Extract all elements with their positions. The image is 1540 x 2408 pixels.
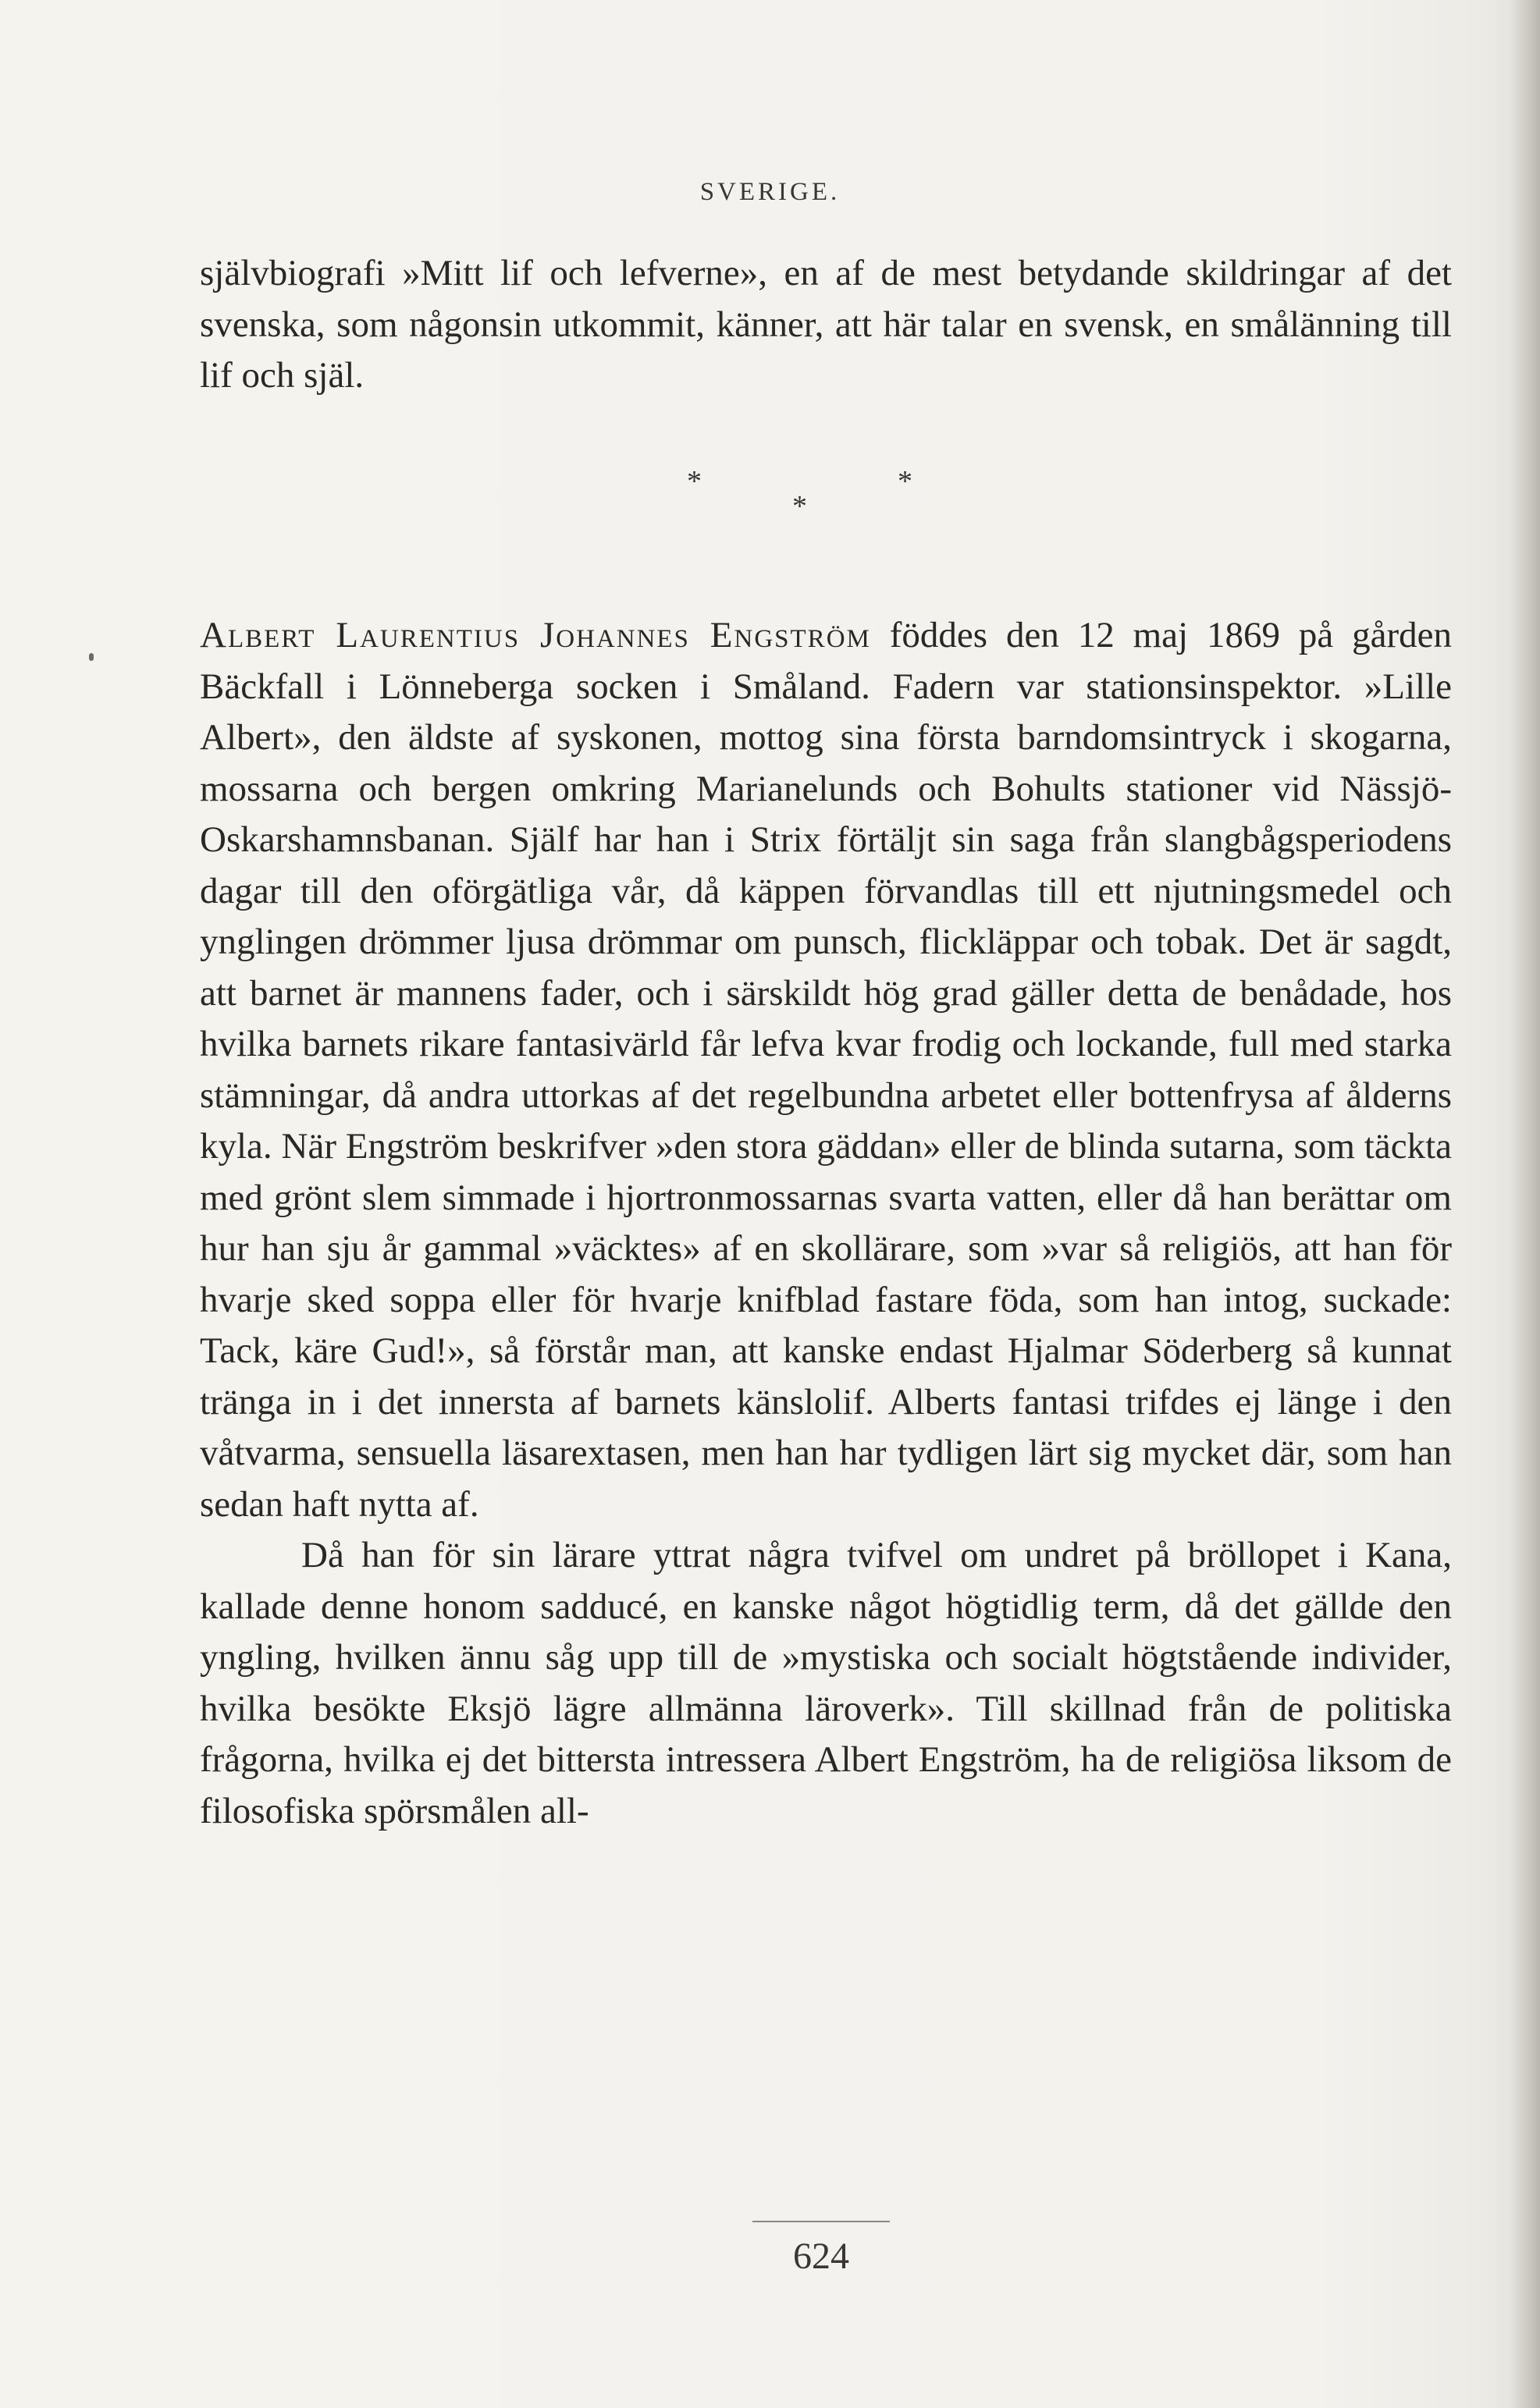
section-divider-asterisks [687, 464, 968, 527]
main-text-block [200, 610, 1452, 1837]
margin-mark [89, 653, 94, 661]
paragraph-religion: Då han för sin lärare yttrat några tvifvel om undret på bröllopet i Kana, kallade denne honom sadducé, en kanske något högtidlig term, då det gällde den yngling, hvilken ännu såg upp till de »mystiska och socialt högtstående individer, hvilka besökte Eksjö lägre allmänna läroverk». Till skillnad från de politiska frågorna, hvilka ej det bittersta intressera Albert Engström, ha de religiösa liksom de filosofiska spörsmålen all- [200, 1535, 1452, 1831]
page-number: 624 [793, 2236, 849, 2277]
person-name: Albert Laurentius Johannes Engström [200, 615, 871, 655]
footer-rule [752, 2221, 890, 2222]
asterisk-glyph: * [687, 465, 702, 498]
paragraph-text: självbiografi »Mitt lif och lefverne», en af de mest betydande skildringar af det svenska, som någonsin utkommit, känner, att här talar en svensk, en smålänning till lif och själ. [200, 253, 1452, 396]
asterisk-glyph: * [898, 465, 912, 498]
paragraph-text: föddes den 12 maj 1869 på gården Bäckfall i Lönneberga socken i Småland. Fadern var stationsinspektor. »Lille Albert», den äldste af syskonen, mottog sina första barndomsintryck i skogarna, mossarna och bergen omkring Marianelunds och Bohults stationer vid Nässjö-Oskarshamnsbanan. Själf har han i Strix förtäljt sin saga från slangbågsperiodens dagar till den oförgätliga vår, då käppen förvandlas till ett njutningsmedel och ynglingen drömmer ljusa drömmar om punsch, flickläppar och tobak. Det är sagdt, att barnet är mannens fader, och i särskildt hög grad gäller detta de benådade, hos hvilka barnets rikare fantasivärld får lefva kvar frodig och lockande, full med starka stämningar, då andra uttorkas af det regelbundna arbetet eller bottenfrysa af ålderns kyla. När Engström beskrifver »den stora gäddan» eller de blinda sutarna, som täckta med grönt slem simmade i hjortronmossarnas svarta vatten, eller då han berättar om hur han sju år gammal »väcktes» af en skollärare, som »var så religiös, att han för hvarje sked soppa eller för hvarje knifblad fastare föda, som han intog, suckade: Tack, käre Gud!», så förstår man, att kanske endast Hjalmar Söderberg så kunnat tränga in i det innersta af barnets känslolif. Alberts fantasi trifdes ej länge i den våtvarma, sensuella läsarextasen, men han har tydligen lärt sig mycket där, som han sedan haft nytta af. [200, 615, 1453, 1525]
page-edge-shadow [1510, 0, 1540, 2408]
asterisk-glyph: * [792, 490, 807, 523]
paragraph-biography [200, 610, 1452, 1530]
paragraph-intro [200, 248, 1452, 402]
running-header: SVERIGE. [699, 178, 841, 206]
